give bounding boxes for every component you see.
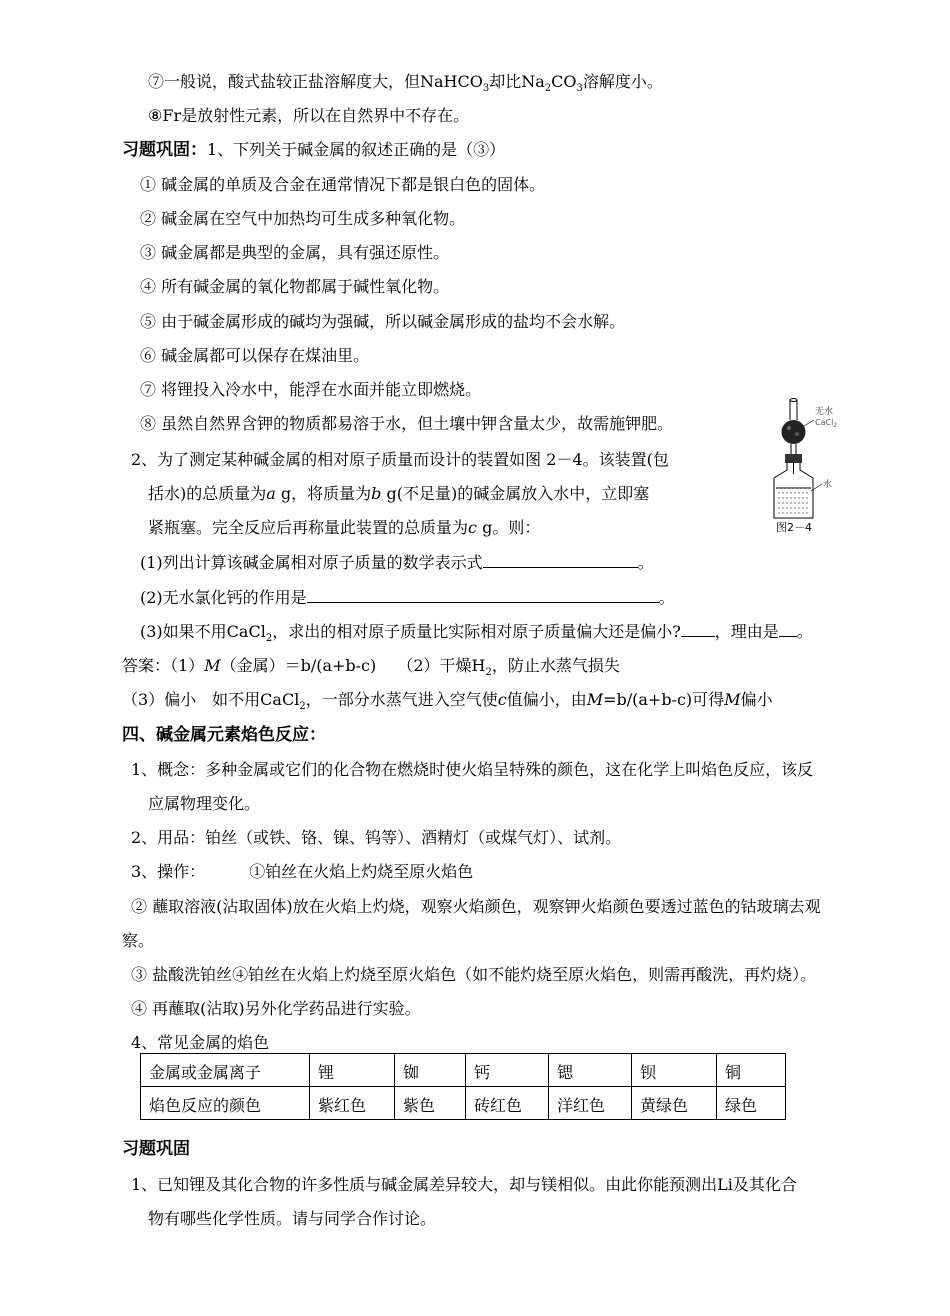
option-1: ① 碱金属的单质及合金在通常情况下都是银白色的固体。 [140,175,546,194]
figure-caption: 图2－4 [776,521,812,534]
text-span: 紧瓶塞。完全反应后再称量此装置的总质量为 [148,518,469,537]
text-span: CO [551,72,577,91]
label-cacl2-subscript: 2 [833,422,838,429]
variable-b: b [371,484,382,503]
answer-blank[interactable] [307,588,659,603]
answer-blank[interactable] [483,553,638,568]
texture-dot [787,426,791,430]
table-cell: 钙 [466,1054,549,1087]
operation-line-5: ④ 再蘸取(沾取)另外化学药品进行实验。 [131,999,421,1018]
text-span: ，防止水蒸气损失 [491,656,620,675]
option-3: ③ 碱金属都是典型的金属，具有强还原性。 [140,243,450,262]
tube-top [790,399,797,402]
variable-a: a [266,484,276,503]
subscript: 2 [265,633,273,645]
operation-line-2: ② 蘸取溶液(沾取固体)放在火焰上灼烧，观察火焰颜色，观察钾火焰颜色要透过蓝色的钴玻璃去观 [131,897,821,916]
exercise-heading-line [122,140,505,160]
text-span: 偏小 [740,690,773,709]
table-cell: 焰色反应的颜色 [141,1087,310,1120]
answer-blank[interactable] [681,622,715,637]
operation-line-1 [131,862,473,882]
table-cell: 铷 [395,1054,466,1087]
equipment-line: 2、用品：铂丝（或铁、铬、镍、钨等）、酒精灯（或煤气灯）、试剂。 [131,828,622,847]
text-span: (1)列出计算该碱金属相对原子质量的数学表示式 [140,553,483,572]
table-cell: 锂 [310,1054,395,1087]
option-4: ④ 所有碱金属的氧化物都属于碱性氧化物。 [140,277,450,296]
text-span: 答案：（1） [122,656,205,675]
texture-dot [795,432,799,436]
stopper [785,454,802,463]
answer-blank[interactable] [779,622,797,637]
text-span: g。则： [476,518,541,537]
label-cacl2-text: CaCl [815,418,834,427]
option-2: ② 碱金属在空气中加热均可生成多种氧化物。 [140,209,466,228]
subscript: 2 [485,667,492,679]
text-span: (3)如果不用CaCl [140,622,266,641]
text-line [148,72,663,99]
question-2-line-2 [148,484,649,504]
text-span: 值偏小，由 [506,690,587,709]
text-span: 。 [796,622,813,641]
sub-question-1 [140,553,654,573]
question-1: 1、下列关于碱金属的叙述正确的是（③） [207,140,506,159]
exercise-question-line-1: 1、已知锂及其化合物的许多性质与碱金属差异较大，却与镁相似。由此你能预测出Li及其化合 [131,1175,797,1194]
text-span: ，求出的相对原子质量比实际相对原子质量偏大还是偏小? [272,622,681,641]
text-span: （3）偏小 如不用CaCl [122,690,300,709]
variable-m: M [724,690,741,709]
option-5: ⑤ 由于碱金属形成的碱均为强碱，所以碱金属形成的盐均不会水解。 [140,312,626,331]
table-cell: 紫红色 [310,1087,395,1120]
table-row [141,1087,786,1120]
exercise-heading: 习题巩固 [122,1139,190,1159]
text-span: 溶解度小。 [582,72,663,91]
text-span: g(不足量)的碱金属放入水中，立即塞 [381,484,650,503]
subscript: 3 [576,83,583,95]
text-line: ⑧Fr是放射性元素，所以在自然界中不存在。 [148,106,470,125]
option-6: ⑥ 碱金属都可以保存在煤油里。 [140,346,370,365]
answer-line-2 [122,690,773,717]
drying-agent-bulb [782,420,806,444]
subscript: 3 [482,83,490,95]
variable-m: M [204,656,221,675]
option-8: ⑧ 虽然自然界含钾的物质都易溶于水，但土壤中钾含量太少，故需施钾肥。 [140,414,674,433]
table-row [141,1054,786,1087]
concept-line-1: 1、概念：多种金属或它们的化合物在燃烧时使火焰呈特殊的颜色，这在化学上叫焰色反应，该反 [131,760,814,779]
table-cell: 锶 [549,1054,632,1087]
apparatus-figure [768,398,850,534]
table-cell: 绿色 [717,1087,786,1120]
exercise-heading: 习题巩固： [122,140,207,160]
sub-question-2 [140,588,675,608]
label-water: 水 [823,480,833,490]
text-span: =b/(a+b-c)可得 [603,690,725,709]
text-span: 括水)的总质量为 [148,484,267,503]
concept-line-2: 应属物理变化。 [148,794,261,813]
section-heading: 四、碱金属元素焰色反应： [122,725,326,745]
table-cell: 洋红色 [549,1087,632,1120]
text-span: （金属）＝b/(a+b-c) （2）干燥H [220,656,486,675]
flame-color-table [140,1053,786,1120]
text-span: 。 [658,588,675,607]
flame-colors-label: 4、常见金属的焰色 [131,1033,270,1052]
question-2-line-1: 2、为了测定某种碱金属的相对原子质量而设计的装置如图 2－4。该装置(包 [131,450,669,469]
question-2-line-3 [148,518,540,538]
text-span: 。 [637,553,654,572]
table-cell: 黄绿色 [632,1087,717,1120]
leader-line [804,420,814,426]
text-span: 3、操作： [131,862,206,881]
text-span: (2)无水氯化钙的作用是 [140,588,307,607]
table-cell: 紫色 [395,1087,466,1120]
variable-c: c [468,518,477,537]
label-anhydrous: 无水 [815,407,834,417]
text-span: g，将质量为 [275,484,372,503]
label-cacl2 [815,418,837,429]
table-cell: 钡 [632,1054,717,1087]
answer-line-1 [122,656,620,683]
table-cell: 砖红色 [466,1087,549,1120]
variable-m: M [586,690,604,709]
table-cell: 金属或金属离子 [141,1054,310,1087]
operation-line-4: ③ 盐酸洗铂丝④铂丝在火焰上灼烧至原火焰色（如不能灼烧至原火焰色，则需再酸洗，再灼烧）。 [131,965,817,984]
text-span: ①铂丝在火焰上灼烧至原火焰色 [249,862,474,881]
text-span: 却比Na [489,72,545,91]
subscript: 2 [299,701,306,713]
table-cell: 铜 [717,1054,786,1087]
operation-line-3: 察。 [122,931,155,950]
exercise-question-line-2: 物有哪些化学性质。请与同学合作讨论。 [148,1209,437,1228]
text-span: ，一部分水蒸气进入空气使 [305,690,498,709]
variable-c: c [497,690,507,709]
sub-question-3 [140,622,813,649]
subscript: 2 [544,83,552,95]
option-7: ⑦ 将锂投入冷水中，能浮在水面并能立即燃烧。 [140,380,482,399]
text-span: ⑦一般说，酸式盐较正盐溶解度大，但NaHCO [148,72,483,91]
text-span: ，理由是 [714,622,779,641]
